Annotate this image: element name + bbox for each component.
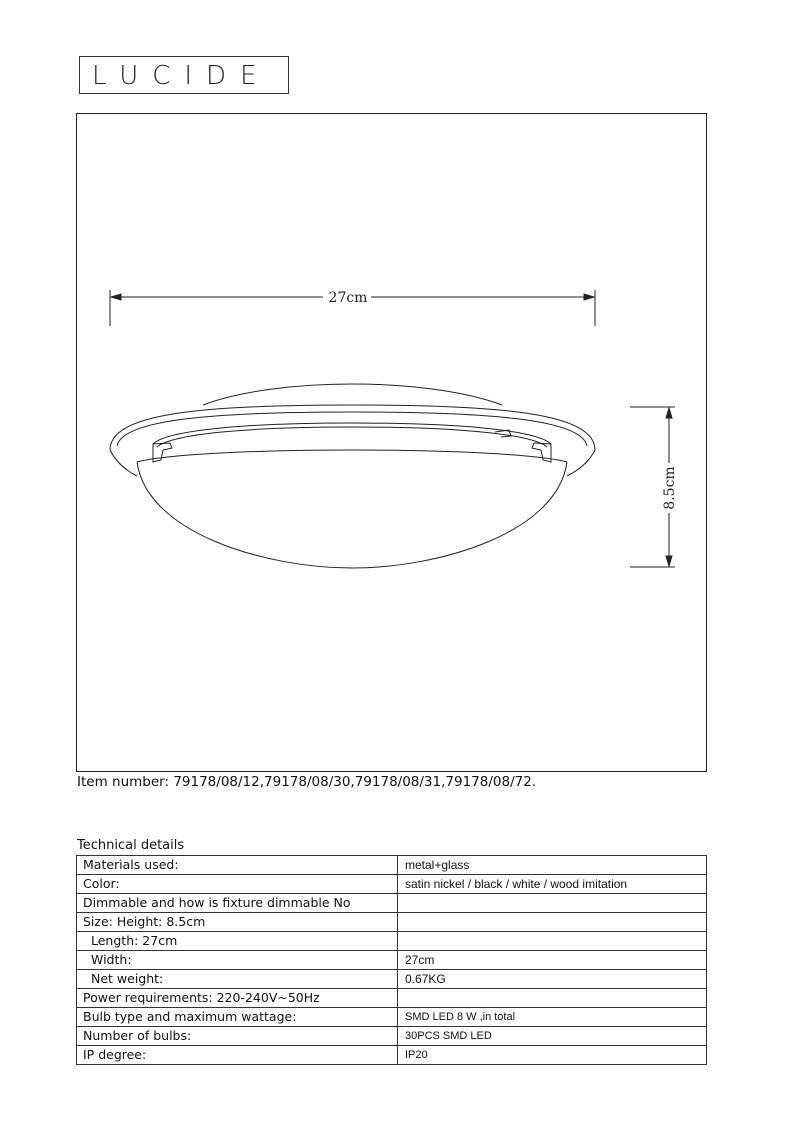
table-row (77, 1027, 707, 1046)
spec-label: Net weight: (77, 970, 398, 989)
spec-label: Length: 27cm (77, 932, 398, 951)
spec-label: Size: Height: 8.5cm (77, 913, 398, 932)
table-row (77, 970, 707, 989)
item-number-label: Item number: (77, 774, 170, 790)
table-row (77, 1046, 707, 1065)
table-row (77, 932, 707, 951)
spec-label: Width: (77, 951, 398, 970)
spec-value (398, 989, 707, 1008)
item-number-value: 79178/08/12,79178/08/30,79178/08/31,79178/08/72. (173, 774, 537, 790)
spec-value (398, 913, 707, 932)
technical-drawing (76, 113, 707, 772)
table-row (77, 951, 707, 970)
spec-value: 0.67KG (398, 970, 707, 989)
spec-label: Dimmable and how is fixture dimmable No (77, 894, 398, 913)
technical-details-table (76, 855, 707, 1065)
spec-label: Power requirements: 220-240V~50Hz (77, 989, 398, 1008)
spec-label: Materials used: (77, 856, 398, 875)
spec-value: satin nickel / black / white / wood imitation (398, 875, 707, 894)
table-row (77, 875, 707, 894)
brand-logo (79, 56, 289, 94)
spec-value (398, 932, 707, 951)
brand-logo-text: LUCIDE (92, 61, 271, 91)
spec-value: metal+glass (398, 856, 707, 875)
table-row (77, 1008, 707, 1027)
table-row (77, 989, 707, 1008)
spec-value: 27cm (398, 951, 707, 970)
spec-label: Bulb type and maximum wattage: (77, 1008, 398, 1027)
table-row (77, 856, 707, 875)
table-row (77, 894, 707, 913)
spec-value: IP20 (398, 1046, 707, 1065)
spec-value (398, 894, 707, 913)
item-number (77, 772, 536, 792)
height-dimension-label: 8.5cm (662, 466, 678, 510)
technical-details-title: Technical details (77, 838, 185, 853)
width-dimension-label: 27cm (328, 290, 368, 306)
spec-value: 30PCS SMD LED (398, 1027, 707, 1046)
spec-value: SMD LED 8 W ,in total (398, 1008, 707, 1027)
spec-label: Number of bulbs: (77, 1027, 398, 1046)
fixture-outline (110, 384, 595, 568)
table-row (77, 913, 707, 932)
spec-label: IP degree: (77, 1046, 398, 1065)
spec-label: Color: (77, 875, 398, 894)
fixture-drawing (77, 114, 708, 773)
